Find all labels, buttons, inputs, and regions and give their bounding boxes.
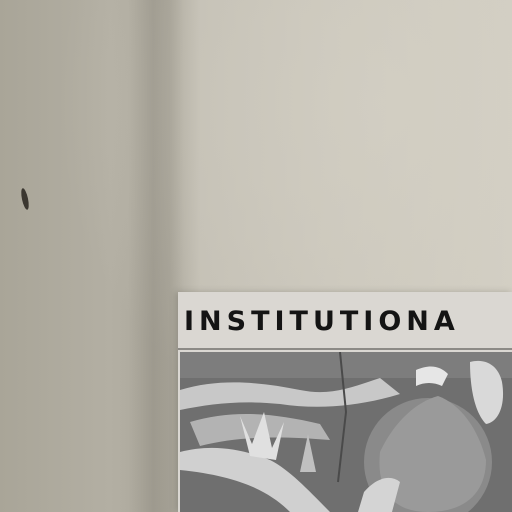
photo-top-band xyxy=(180,352,512,378)
poster-title: INSTITUTIONA xyxy=(184,306,460,337)
wall-dark-mark xyxy=(20,188,30,211)
poster-title-divider xyxy=(178,348,512,350)
poster-photo xyxy=(180,352,512,512)
wall-fold-shadow xyxy=(128,0,184,512)
poster-card xyxy=(178,292,512,512)
